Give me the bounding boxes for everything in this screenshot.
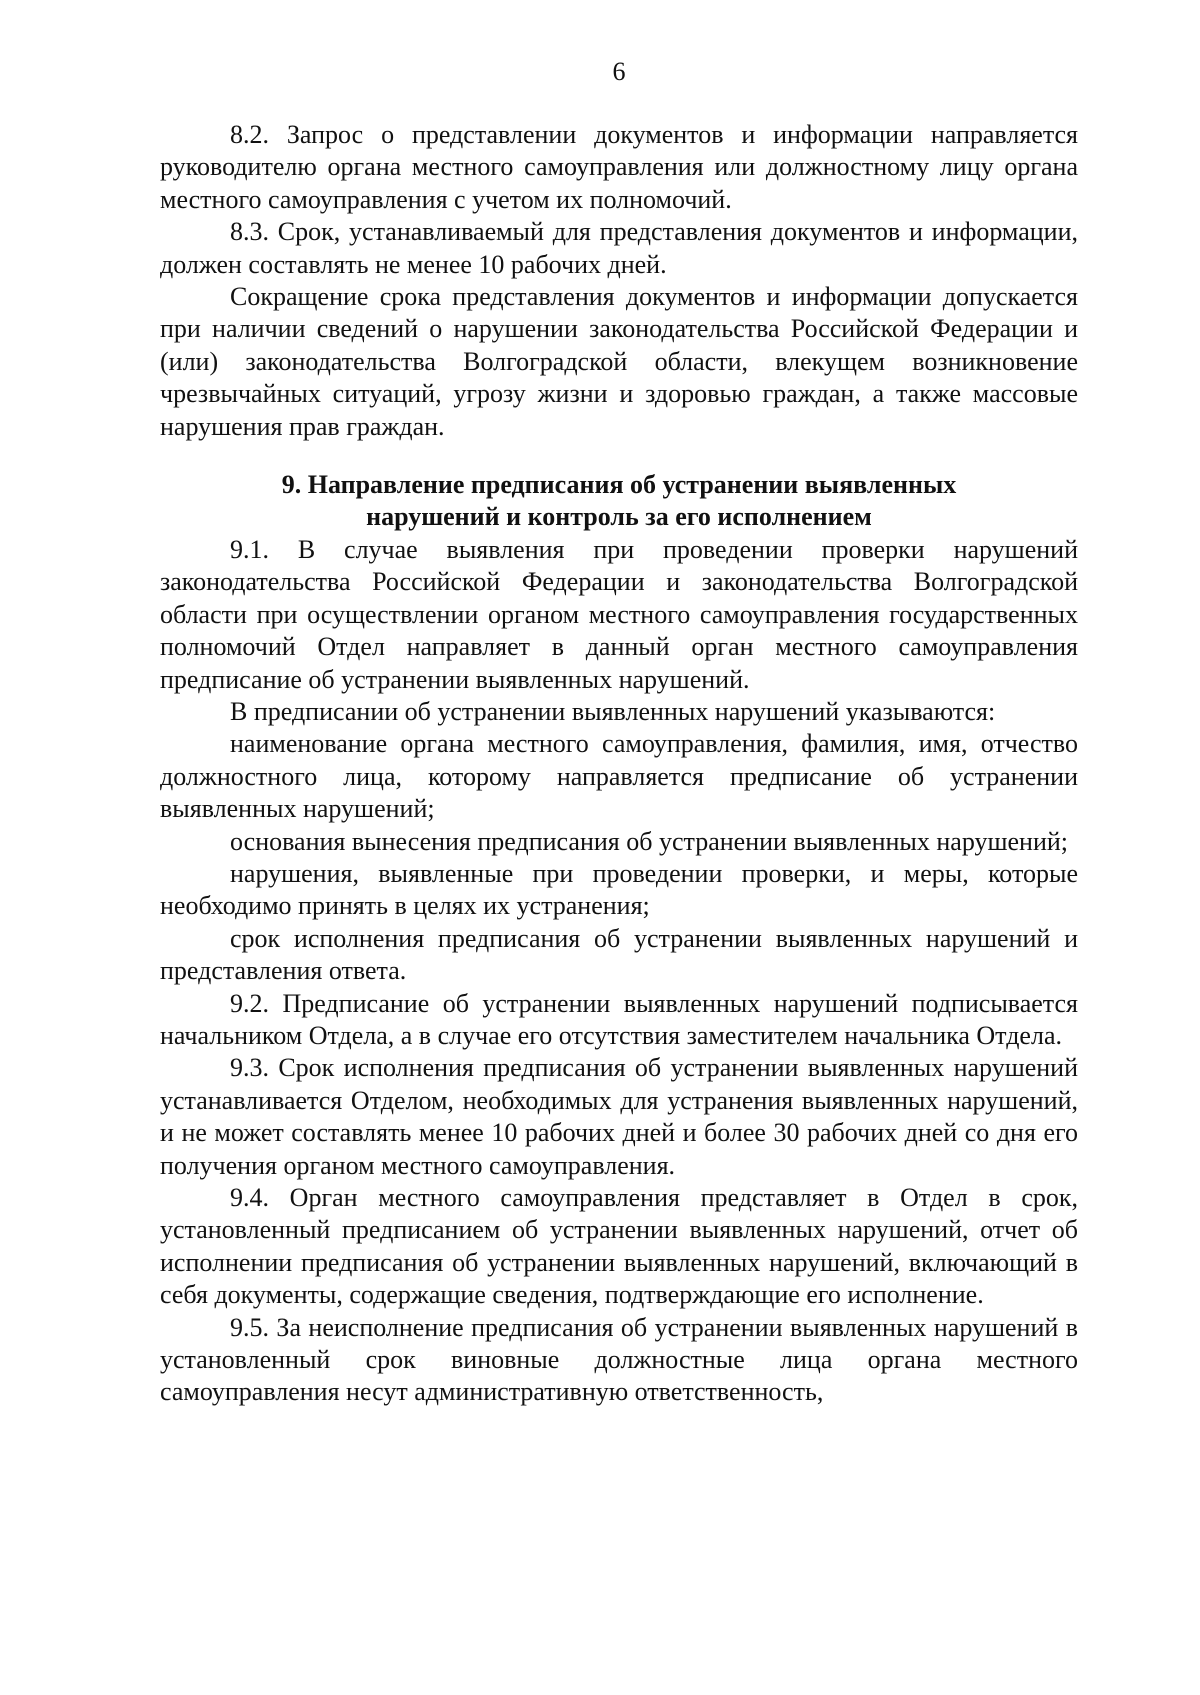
list-item-authority-name: наименование органа местного самоуправления, фамилия, имя, отчество должностного лица, которому направляется предписание об устранении выявленных нарушений; <box>160 729 1078 824</box>
paragraph-9-1: 9.1. В случае выявления при проведении проверки нарушений законодательства Российской Федерации и законодательства Волгоградской области при осуществлении органом местного самоуправления государственных полномочий Отдел направляет в данный орган местного самоуправления предписание об устранении выявленных нарушений. <box>160 534 1078 694</box>
paragraph-9-5: 9.5. За неисполнение предписания об устранении выявленных нарушений в установленный срок виновные должностные лица органа местного самоуправления несут административную ответственность, <box>160 1312 1078 1407</box>
page-number: 6 <box>612 57 626 86</box>
section-9-heading <box>160 469 1078 534</box>
paragraph-8-2: 8.2. Запрос о представлении документов и информации направляется руководителю органа местного самоуправления или должностному лицу органа местного самоуправления с учетом их полномочий. <box>160 120 1078 214</box>
paragraph-8-3: 8.3. Срок, устанавливаемый для представления документов и информации, должен составлять не менее 10 рабочих дней. <box>160 217 1078 279</box>
section-9-heading-line1: 9. Направление предписания об устранении выявленных <box>281 470 957 500</box>
section-9-heading-line2: нарушений и контроль за его исполнением <box>366 502 872 532</box>
list-item-grounds: основания вынесения предписания об устранении выявленных нарушений; <box>230 826 1069 856</box>
list-item-deadline: срок исполнения предписания об устранении выявленных нарушений и представления ответа. <box>160 923 1078 986</box>
list-item-violations: нарушения, выявленные при проведении проверки, и меры, которые необходимо принять в целях их устранения; <box>160 858 1078 921</box>
paragraph-8-3-reduction: Сокращение срока представления документов и информации допускается при наличии сведений о нарушении законодательства Российской Федерации и (или) законодательства Волгоградской области, влекущем возникновение чрезвычайных ситуаций, угрозу жизни и здоровью граждан, а также массовые нарушения прав граждан. <box>160 282 1078 441</box>
paragraph-order-contents: В предписании об устранении выявленных нарушений указываются: <box>230 696 996 726</box>
document-body <box>160 119 1078 1409</box>
paragraph-9-2: 9.2. Предписание об устранении выявленных нарушений подписывается начальником Отдела, а в случае его отсутствия заместителем начальника Отдела. <box>160 988 1078 1050</box>
paragraph-9-3: 9.3. Срок исполнения предписания об устранении выявленных нарушений устанавливается Отделом, необходимых для устранения выявленных нарушений, и не может составлять менее 10 рабочих дней и более 30 рабочих дней со дня его получения органом местного самоуправления. <box>160 1053 1078 1180</box>
paragraph-9-4: 9.4. Орган местного самоуправления представляет в Отдел в срок, установленный предписанием об устранении выявленных нарушений, отчет об исполнении предписания об устранении выявленных нарушений, включающий в себя документы, содержащие сведения, подтверждающие его исполнение. <box>160 1183 1078 1310</box>
